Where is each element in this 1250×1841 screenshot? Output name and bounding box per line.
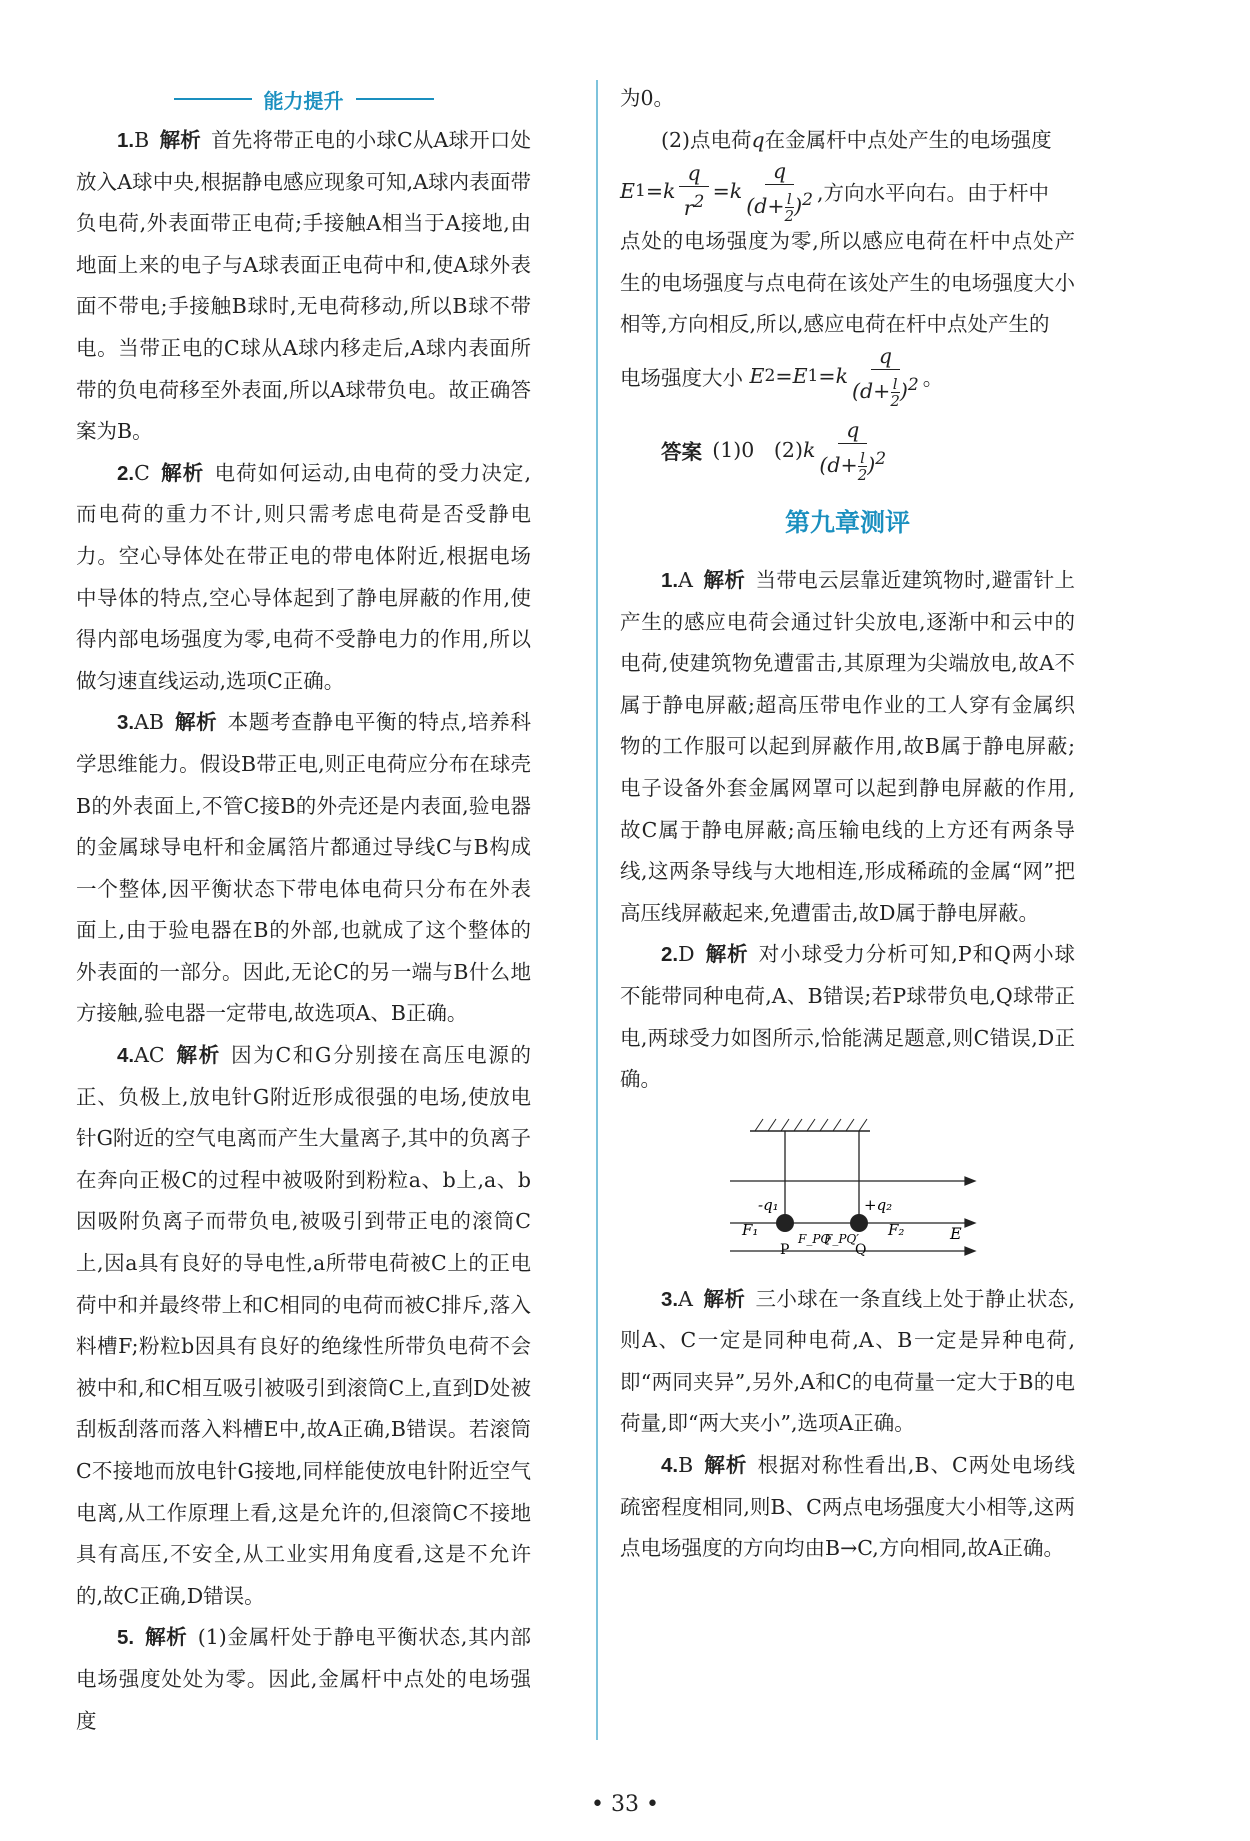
force-fpq-prime-label: F_PQ′ — [824, 1231, 859, 1246]
right-column — [620, 78, 1075, 1570]
force-f1-label: F₁ — [742, 1220, 759, 1239]
solution-5-part3: 点处的电场强度为零,所以感应电荷在杆中点处产生的电场强度与点电荷在该处产生的电场强度大小相等,方向相反,所以,感应电荷在杆中点处产生的 — [620, 229, 1075, 337]
formula-e1-tail: ,方向水平向右。由于杆中 — [816, 181, 1049, 206]
force-f2-label: F₂ — [888, 1220, 905, 1239]
page-number: • 33 • — [591, 1792, 659, 1817]
solution-4: 4.AC 解析 因为C和G分别接在高压电源的正、负极上,放电针G附近形成很强的电场,使放电针G附近的空气电离而产生大量离子,其中的负离子在奔向正极C的过程中被吸附到粉粒a、b上,a、b因吸附负离子而带负电,被吸引到带正电的滚筒C上,因a具有良好的导电性,a所带电荷被C上的正电荷中和并最终带上和C相同的电荷而被C排斥,落入料槽F;粉粒b因具有良好的绝缘性所带负电荷不会被中和,和C相互吸引被吸引到滚筒C上,直到D处被刮板刮落而落入料槽E中,故A正确,B错误。若滚筒C不接地而放电针G接地,同样能使放电针附近空气电离,从工作原理上看,这是允许的,但滚筒C不接地具有高压,不安全,从工业实用角度看,这是不允许的,故C正确,D错误。 — [76, 1043, 531, 1608]
solution-3: 3.AB 解析 本题考查静电平衡的特点,培养科学思维能力。假设B带正电,则正电荷应分布在球壳B的外表面上,不管C接B的外壳还是内表面,验电器的金属球导电杆和金属箔片都通过导线C与B构成一个整体,因平衡状态下带电体电荷只分布在外表面上,由于验电器在B的外部,也就成了这个整体的外表面的一部分。因此,无论C的另一端与B什么地方接触,验电器一定带电,故选项A、B正确。 — [76, 710, 532, 1026]
force-fpq-label: F_PQ — [798, 1231, 831, 1246]
solution-2: 2.C 解析 电荷如何运动,由电荷的受力决定,而电荷的重力不计,则只需考虑电荷是否受静电力。空心导体处在带正电的带电体附近,根据电场中导体的特点,空心导体起到了静电屏蔽的作用,使得内部电场强度为零,电荷不受静电力的作用,所以做匀速直线运动,选项C正确。 — [76, 460, 531, 693]
solution-5-continued: 为0。 — [620, 86, 675, 110]
formula-e1: E 1 = k $\frac{q}{r^2}$ = k q (d+ $\frac{l}{2}$ )$^2$ ,方向水平向右。由于杆中 — [620, 159, 1049, 226]
formula-e2: 电场强度大小 E 2 = E 1 = k q (d+ $\frac{l}{2}$ )$^2$ 。 — [620, 344, 944, 410]
column-divider — [596, 80, 598, 1740]
ball-q — [850, 1214, 868, 1232]
left-column — [76, 78, 531, 1742]
ball-p-label: P — [780, 1241, 790, 1258]
force-diagram — [620, 1111, 1075, 1265]
field-e-label: E — [950, 1223, 962, 1243]
test-answer-2: 2.D 解析 对小球受力分析可知,P和Q两小球不能带同种电荷,A、B错误;若P球带负电,Q球带正电,两球受力如图所示,恰能满足题意,则C错误,D正确。 — [620, 942, 1076, 1092]
section-title: 能力提升 — [263, 88, 344, 113]
ceiling — [750, 1119, 870, 1131]
charge-p-label: -q₁ — [758, 1195, 779, 1214]
ball-q-label: Q — [855, 1241, 867, 1258]
test-answer-4: 4.B 解析 根据对称性看出,B、C两处电场线疏密程度相同,则B、C两点电场强度大小相等,这两点电场强度的方向均由B→C,方向相同,故A正确。 — [620, 1453, 1076, 1561]
answer-line: 答案 (1)0 (2) k q (d+ $\frac{l}{2}$ )$^2$ — [661, 418, 887, 484]
heading-rule-right — [356, 98, 434, 100]
heading-rule-left — [174, 98, 252, 100]
section-heading — [76, 78, 531, 120]
solution-5: 5. 解析 (1)金属杆处于静电平衡状态,其内部电场强度处处为零。因此,金属杆中点处的电场强度 — [76, 1625, 531, 1733]
test-answer-1: 1.A 解析 当带电云层靠近建筑物时,避雷针上产生的感应电荷会通过针尖放电,逐渐中和云中的电荷,使建筑物免遭雷击,其原理为尖端放电,故A不属于静电屏蔽;超高压带电作业的工人穿有金属织物的工作服可以起到屏蔽作用,故B属于静电屏蔽;电子设备外套金属网罩可以起到静电屏蔽的作用,故C属于静电屏蔽;高压输电线的上方还有两条导线,这两条导线与大地相连,形成稀疏的金属“网”把高压线屏蔽起来,免遭雷击,故D属于静电屏蔽。 — [620, 567, 1075, 925]
solution-1: 1.B 解析 首先将带正电的小球C从A球开口处放入A球中央,根据静电感应现象可知,A球内表面带负电荷,外表面带正电荷;手接触A相当于A接地,由地面上来的电子与A球表面正电荷中和,使A球外表面不带电;手接触B球时,无电荷移动,所以B球不带电。当带正电的C球从A球内移走后,A球内表面所带的负电荷移至外表面,所以A球带负电。故正确答案为B。 — [76, 128, 531, 444]
charge-q-label: +q₂ — [864, 1195, 893, 1214]
solution-5-part2: (2)点电荷q在金属杆中点处产生的电场强度 — [661, 127, 1052, 152]
ball-p — [776, 1214, 794, 1232]
test-answer-3: 3.A 解析 三小球在一条直线上处于静止状态,则A、C一定是同种电荷,A、B一定是异种电荷,即“两同夹异”,另外,A和C的电荷量一定大于B的电荷量,即“两大夹小”,选项A正确。 — [620, 1286, 1075, 1436]
chapter-title: 第九章测评 — [784, 507, 910, 537]
